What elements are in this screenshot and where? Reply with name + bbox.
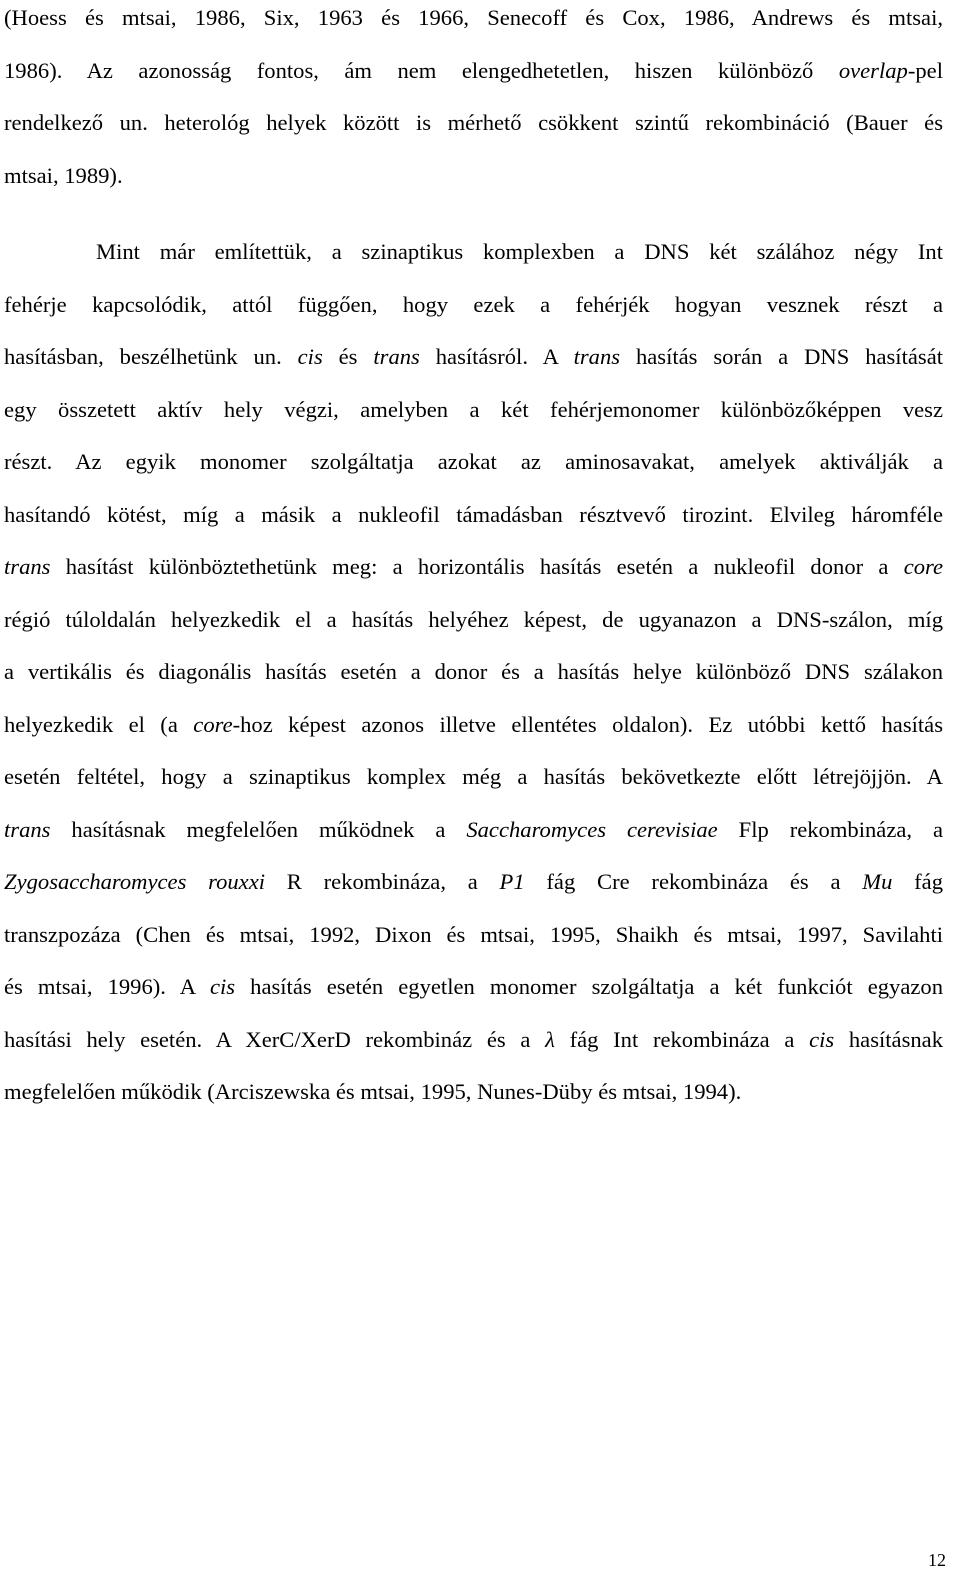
italic-text: P1 (499, 869, 525, 894)
text-segment: hasításban, beszélhetünk un. (4, 344, 298, 369)
text-segment: hasítást különböztethetünk meg: a horizontális hasítás esetén a nukleofil donor a (50, 554, 904, 579)
text-line (4, 290, 943, 320)
text-segment: R rekombináza, a (265, 869, 500, 894)
italic-text: cis (809, 1026, 835, 1052)
italic-text: core (903, 554, 943, 579)
text-segment: transzpozáza (Chen és mtsai, 1992, Dixon és mtsai, 1995, Shaikh és mtsai, 1997, Savilahti (4, 921, 943, 947)
text-line (4, 972, 943, 1002)
text-line (4, 161, 943, 191)
text-line (4, 815, 943, 845)
text-segment: fehérje kapcsolódik, attól függően, hogy ezek a fehérjék hogyan vesznek részt a (4, 291, 943, 317)
text-line (4, 867, 943, 897)
italic-text: trans (4, 816, 51, 842)
text-segment: hasításnak megfelelően működnek a (50, 816, 467, 842)
text-segment: és (322, 344, 374, 369)
text-line (4, 500, 943, 530)
text-line (4, 56, 943, 86)
text-line (4, 3, 943, 33)
text-line (4, 108, 943, 138)
text-line (4, 1025, 943, 1055)
text-segment: hasításról. A (419, 344, 574, 369)
italic-text: λ (545, 1026, 555, 1052)
text-line (4, 395, 943, 425)
italic-text: Mu (862, 869, 893, 894)
text-segment: mtsai, 1989). (4, 162, 123, 188)
text-segment: hasítás esetén egyetlen monomer szolgáltatja a két funkciót egyazon (235, 974, 943, 999)
text-segment: megfelelően működik (Arciszewska és mtsai, 1995, Nunes-Düby és mtsai, 1994). (4, 1079, 742, 1104)
text-segment: hasításnak (834, 1026, 943, 1052)
italic-text: trans (573, 344, 621, 369)
text-line (4, 920, 943, 950)
text-segment: 1986). Az azonosság fontos, ám nem elengedhetetlen, hiszen különböző (4, 57, 839, 83)
text-segment: (Hoess és mtsai, 1986, Six, 1963 és 1966, Senecoff és Cox, 1986, Andrews és mtsai, (4, 5, 943, 30)
text-line (4, 710, 943, 740)
text-segment: a vertikális és diagonális hasítás esetén a donor és a hasítás helye különböző DNS szálakon (4, 659, 943, 684)
text-segment: helyezkedik el (a (4, 711, 194, 737)
italic-text: core (193, 711, 233, 737)
text-line (4, 447, 943, 477)
italic-text: cis (297, 344, 323, 369)
text-segment: hasítási hely esetén. A XerC/XerD rekombináz és a (4, 1026, 546, 1052)
text-segment: fág Int rekombináza a (554, 1026, 810, 1052)
text-line (4, 552, 943, 582)
text-segment: -hoz képest azonos illetve ellentétes oldalon). Ez utóbbi kettő hasítás (232, 711, 943, 737)
text-segment: egy összetett aktív hely végzi, amelyben a két fehérjemonomer különbözőképpen vesz (4, 396, 943, 422)
text-segment: fág Cre rekombináza és a (524, 869, 863, 894)
italic-text: Zygosaccharomyces rouxxi (4, 869, 266, 894)
page-number: 12 (928, 1550, 946, 1570)
text-segment: Flp rekombináza, a (717, 816, 943, 842)
text-segment: Mint már említettük, a szinaptikus komplexben a DNS két szálához négy Int (96, 239, 943, 264)
text-segment: régió túloldalán helyezkedik el a hasítás helyéhez képest, de ugyanazon a DNS-szálon, míg (4, 606, 943, 632)
text-line (4, 342, 943, 372)
text-segment: hasítandó kötést, míg a másik a nukleofil támadásban résztvevő tirozint. Elvileg háromféle (4, 501, 943, 527)
text-line (96, 237, 943, 267)
text-segment: hasítás során a DNS hasítását (620, 344, 943, 369)
text-segment: -pel (907, 57, 943, 83)
italic-text: trans (373, 344, 420, 369)
text-segment: esetén feltétel, hogy a szinaptikus komplex még a hasítás bekövetkezte előtt létrejöjjön. A (4, 764, 943, 789)
text-line (4, 605, 943, 635)
text-line (4, 1077, 943, 1107)
text-segment: és mtsai, 1996). A (4, 974, 210, 999)
italic-text: overlap (838, 57, 908, 83)
italic-text: Saccharomyces cerevisiae (466, 816, 718, 842)
text-segment: részt. Az egyik monomer szolgáltatja azokat az aminosavakat, amelyek aktiválják a (4, 449, 943, 474)
text-segment: fág (892, 869, 943, 894)
italic-text: cis (209, 974, 236, 999)
text-line (4, 657, 943, 687)
italic-text: trans (4, 554, 51, 579)
text-segment: rendelkező un. heterológ helyek között is mérhető csökkent szintű rekombináció (Bauer és (4, 110, 943, 135)
text-line (4, 762, 943, 792)
